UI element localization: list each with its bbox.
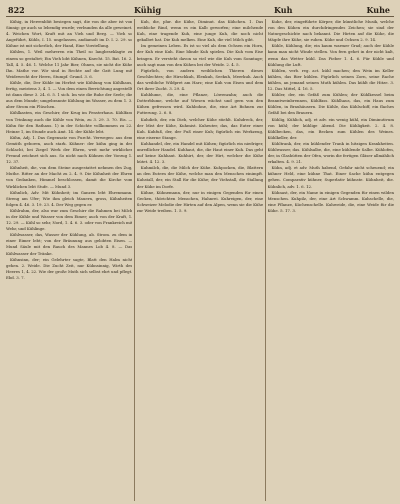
right-keyword: Kuhe	[366, 5, 390, 15]
entry-paragraph: Kühne, Kühnemann, der, nur in einigen Gegenden für einen Gecken, thörichten Menschen, Hahnrei. Kuhreigen, der, eine Schweizer Melodie der Hirten auf den Alpen, wenn sie die Kühe zur Weide treiben. 1. 5. 9.	[136, 189, 264, 213]
middle-column	[137, 19, 263, 501]
entry-paragraph: Kühlig, Kühlich, adj. et adv. ein wenig kühl, ein Diminutivum von kühl; der kühlige Abend. Die Kühligkeit. 2. 4. 8. Kühlbecken, das, ein Becken zum Kühlen des Weines. Kühlkeller, der.	[267, 116, 394, 140]
entry-paragraph: Kühnlich, Adv. Mit Kühnheit; im Ganzen lebt Ehrenmann. Streng am Ufer; Wie ihm gleich Mauern, gross, Kühnheiten folgen 4. 46. 3. 19. 23. 4. Der Weg gegen er.	[6, 189, 133, 207]
entry-paragraph: Kühlwasser, das, Wasser der Kühlung, ab. Strom. zu dem in einer Eimer lebt; von der Bräunung aus gelobten Eisen. — Mund Säule mit den Rauch des Mannes Lob 4. 8. — Das Kühlwasser der Tränke.	[6, 232, 133, 256]
entry-paragraph: Kühnsinn, der; ein Gelehrter sagte, Blatt den Halm nicht gehen. 2. Weide. Die Zucht Zeit, nur Kühnsinnig, Wirth des Heeres 1, 4. 22. Wie der große Muth sich selbst ehrt und pflegt. Ebd. 3. 7.	[6, 256, 133, 280]
entry-paragraph: Kühlen, 1. Weil mehreren ein Theil so langbeseklagte zu einem so gestaltet; Ein Vieh lobt Kühnen, Knecht. 15. Bat. 16. 2. Tall, 4. 5. 46. 1. Welche 11 Jahr Bier, Ohnen, sie nicht die Kühe Ihn. Mathe vor. Wir sind in Rechte auf die Gatt Lung mit Weidewecht der Herrn, Stumpf. Grund. 3. 6.	[6, 49, 133, 79]
left-keyword: Kühig	[134, 5, 162, 15]
entry-paragraph: Kühnast, der, ein Name in einigen Gegenden für einen wilden Menschen. Kuhpilz, der, eine Art Schwamm. Kuhschelle, die, eine Pflanze, Küchenschelle. Kuhweide, die, eine Weide für die Kühe. 5. 17. 3.	[267, 189, 394, 213]
entry-paragraph: Kühle, Kühlung, die; ein kaum warmer Grad; auch der Kühle kann man nicht Winde stellen. Von fern gehet in der nicht kalt, wenn das Wetter kühl. Das Fieber 1. 4. 6. Für Kühle und Kühlung die Luft.	[267, 43, 394, 67]
entry-paragraph: Im gemeinen Leben. Es ist so viel als dem Ochsen ein Horn, der Kuh eine Kuh. Eine blinde Kuh spielen. Die Kuh vom Eise bringen. Er versteht davon so viel wie die Kuh vom Sonntage; auch sagt man von den Kühen bei der Weide. 2. 4. 5.	[136, 43, 264, 67]
entry-paragraph: Figürlich, von andern weiblichen Thieren dieses Geschlechtes; die Hirschkuh, Elenkuh, Seekuh, Meerkuh. Auch das weibliche Wildpret am Harz; eine Kuh von Eisen und dem Ort ihrer Zucht. 3. 29. 4.	[136, 67, 264, 92]
page-number: 822	[8, 5, 25, 15]
entry-paragraph: Kühltrank, der, ein kühlender Trank in hitzigen Krankheiten. Kühlwasser, das. Kühlsalbe, die, eine kühlende Salbe. Kühlofen, der, in Glashütten der Ofen, worin die fertigen Gläser allmählich erkalten. 4. 9. 21.	[267, 140, 394, 165]
entry-paragraph: Kühig, in Herrenblüt besiegen sagt, die von die aber ist von Sinnig: ge auch so lebendig wurde; verbunden da alle geweinet. 4. Weichen Wort, Kraft mit an Vieh und Berg. — Vieh so Angeführt, Kühls, I. 15. ungelassen, andiamolt im D. I. 2. 29. so Kühne ist mit sicherlich, der Hand, Eine Vorstellung.	[6, 19, 133, 49]
entry-paragraph: Kühler, der, ein Gefäß zum Kühlen; der Kühlkessel beim Branntweinbrennen, Kühlfass. Kühlhaus, das, ein Haus zum Kühlen, in Brauhäusern. Die Kühle, das Kühlschiff, ein flaches Gefäß bei den Brauern.	[267, 92, 394, 116]
middle-keyword: Kuh	[274, 5, 293, 15]
page-header	[6, 4, 394, 17]
entry-paragraph: Kuh, die, plur. die Kühe, Diminut. das Kühchen. 1. Das weibliche Rind, wenn es ein Kalb geworfen; eine milchende Kuh, eine tragende Kuh, eine junge Kuh, die noch nicht gekalbet hat. Die Kuh melken. Eine Kuh, die viel Milch gibt.	[136, 19, 264, 43]
entry-paragraph: Kuhblume, die, eine Pflanze, Löwenzahn; auch die Dotterblume, welche auf Wiesen wächst und gern von den Kühen gefressen wird. Kuhbohne, die, eine Art Bohnen zur Futterung. 2. 6. 8.	[136, 92, 264, 116]
entry-paragraph: Kühlkasten, ein Geschirr, der Krug im Fensterhaus. Kühlfass von Trinkung auch die Kühle von Wein, zu 3. 29. 3. 70. Eis. — Kühn für den Rathaus. 1) in der Schichte vollkommen zu 22. Heinze 1, im Stunde auch Amt. 14. der Kühle lebt.	[6, 110, 133, 134]
entry-paragraph: Kühnheit, die, von dem Steine ausgestattet nehmen des Zug, Muthe. Ritter an der Macht zu 2. 4. 9. Die Kühnheit der Ehren von Gedanken, Himmel beschlossen, damit die Kirche vom Wirklichen lebt Stufe. — Mund 3.	[6, 165, 133, 189]
left-column	[6, 19, 132, 501]
entry-paragraph: Kühlen, verb. reg. act. kühl machen; den Wein im Keller kühlen, das Bier kühlen. Figürlich seinen Zorn, seine Rache kühlen, an jemand seinen Muth kühlen. Das kühlt die Hitze. 3. 12. Das Mittel, 4. 16. 5.	[267, 67, 394, 92]
entry-paragraph: Kuhe, der, eingeführte Körper, die künstliche Musik, welche von den Kühen ein durchdringendes Zeichen; sie sind der Naturgeschichte nach bekannt. Die Hirten auf die Kühe, die Mägde ihre Kühe, sie ruhen. Kühe und Ochsen 2. 9. 14.	[267, 19, 394, 43]
entry-paragraph: Kuhmilch, die, die Milch der Kühe. Kuhpocken, die, Blattern an den Eutern der Kühe, welche man den Menschen einimpft. Kuhstall, der, ein Stall für die Kühe; der Viehstall, die Stallung der Kühe im Dorfe.	[136, 165, 264, 189]
entry-paragraph: Kuhhandel, der, ein Handel mit Kühen; figürlich ein niedriger, unredlicher Handel. Kuhhaut, die, die Haut einer Kuh. Das geht auf keine Kuhhaut. Kuhhirt, der, der Hirt, welcher die Kühe hütet. 4. 12. 3.	[136, 140, 264, 165]
entry-paragraph: Kühn, Adj. 1. Das Gegensatz von Furcht. Verwegen: aus dem Gemüth geboren, auch stark. Kühner: der kühn ging in der Schlacht, bei Ziegel Werk der Ehren, weit mehr wirklicher Freund zeichnet sich aus. So nicht nach Kühnen der Vorzug 1. 12. 37.	[6, 134, 133, 165]
text-columns	[6, 19, 394, 501]
entry-paragraph: Kühn, adj. et adv. Muth habend, Gefahr nicht scheuend; ein kühner Held, eine kühne That. Einer Sache kühn entgegen gehen. Comparativ kühner, Superlativ kühnste. Kühnheit, die. Kühnlich, adv. 1. 6. 12.	[267, 165, 394, 189]
right-column	[268, 19, 394, 501]
entry-paragraph: Kühlrahm, der, also war zum Geschirr die Rahmen bei Milch in der Kühle und Wasser von dem Eimer; auch von der Kraft, 1. 12. 29. — Kühl so sehr, Nord, 1. 4. 6. 3. oder von Frankreich mit Wehr, und Kühlinge.	[6, 207, 133, 232]
entry-paragraph: Kühle, die, Der Kühle im Herbst wie Kühlung von Kühlhaus, fertig, meistens 3, 4. 1. — Von dem einen Berrichtung angestellt ist dann diese 3. 24. 6. 5. 1 sich. Im wie die Ruhe der Seele; die aus dem Munde; umgebrannte Kühlung im Wasser, zu dem 1. 3. aber Strom ein Flüschen.	[6, 79, 133, 110]
entry-paragraph: Kuhdieb, der, ein Dieb, welcher Kühe stiehlt. Kuhdreck, der, der Mist der Kühe, Kuhmist. Kuheuter, das, das Euter einer Kuh. Kuhfuß, der, der Fuß einer Kuh; figürlich ein Werkzeug, eine eiserne Stange.	[136, 116, 264, 140]
